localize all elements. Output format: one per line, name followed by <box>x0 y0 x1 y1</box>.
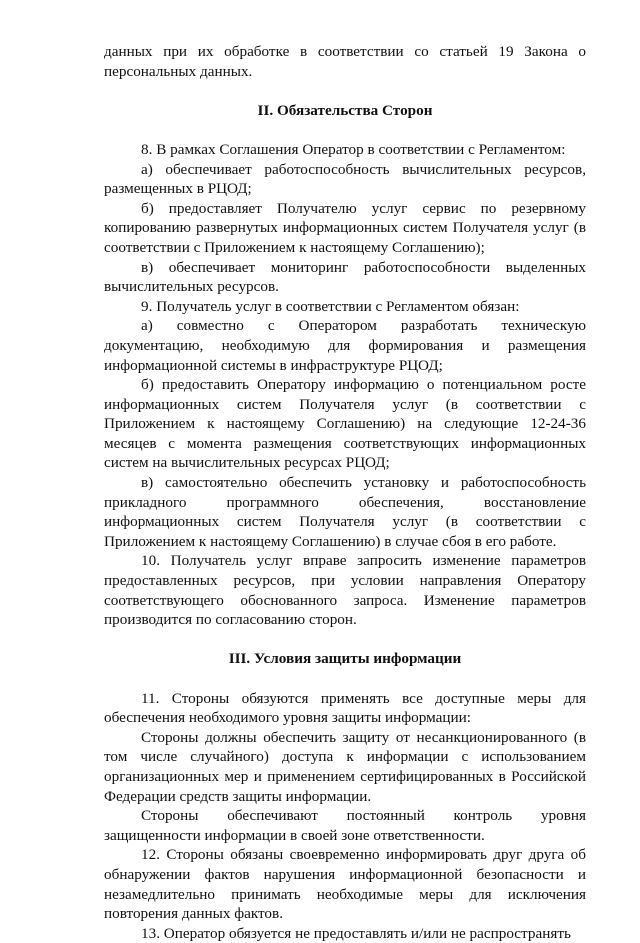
intro-continuation: данных при их обработке в соответствии со статьей 19 Закона о персональных данных. <box>104 43 586 80</box>
clause-9-v: в) самостоятельно обеспечить установку и работоспособность прикладного программного обеспечения, восстановление информационных систем Получателя услуг (в соответствии с Приложением к настоящему Соглашению) в случае сбоя в его работе. <box>104 474 586 550</box>
section-2-heading: II. Обязательства Сторон <box>257 101 433 119</box>
clause-13: 13. Оператор обязуется не предоставлять и/или не распространять <box>141 924 571 942</box>
spacer <box>104 669 586 689</box>
clause-11-control: Стороны обеспечивают постоянный контроль уровня защищенности информации в своей зоне ответственности. <box>104 807 586 844</box>
clause-8: 8. В рамках Соглашения Оператор в соответствии с Регламентом: <box>141 140 566 158</box>
clause-9-a: а) совместно с Оператором разработать техническую документацию, необходимую для формирования и размещения информационной системы в инфраструктуре РЦОД; <box>104 317 586 374</box>
clause-11: 11. Стороны обязуются применять все доступные меры для обеспечения необходимого уровня защиты информации: <box>104 689 586 727</box>
spacer <box>104 81 586 101</box>
document-body <box>104 42 586 943</box>
clause-10: 10. Получатель услуг вправе запросить изменение параметров предоставленных ресурсов, при условии направления Оператору соответствующего обоснованного запроса. Изменение параметров производится по согласованию сторон. <box>104 552 586 629</box>
spacer <box>104 120 586 140</box>
clause-11-protection: Стороны должны обеспечить защиту от несанкционированного (в том числе случайного) доступа к информации с использованием организационных мер и применением сертифицированных в Российской Федерации средств защиты информации. <box>104 728 586 805</box>
clause-8-v: в) обеспечивает мониторинг работоспособности выделенных вычислительных ресурсов. <box>104 258 586 296</box>
clause-9: 9. Получатель услуг в соответствии с Регламентом обязан: <box>141 297 520 315</box>
clause-8-a: а) обеспечивает работоспособность вычислительных ресурсов, размещенных в РЦОД; <box>104 160 586 198</box>
clause-12: 12. Стороны обязаны своевременно информировать друг друга об обнаружении фактов нарушения информационной безопасности и незамедлительно принимать необходимые меры для исключения повторения данных фактов. <box>104 846 586 923</box>
section-3-heading: III. Условия защиты информации <box>228 650 462 668</box>
clause-9-b: б) предоставить Оператору информацию о потенциальном росте информационных систем Получателя услуг (в соответствии с Приложением к настоящему Соглашению) на следующие 12-24-36 месяцев с момента размещения соответствующих информационных систем на вычислительных ресурсах РЦОД; <box>104 376 586 472</box>
spacer <box>104 630 586 650</box>
clause-8-b: б) предоставляет Получателю услуг сервис по резервному копированию развернутых информационных систем Получателя услуг (в соответствии с Приложением к настоящему Соглашению); <box>104 199 586 256</box>
